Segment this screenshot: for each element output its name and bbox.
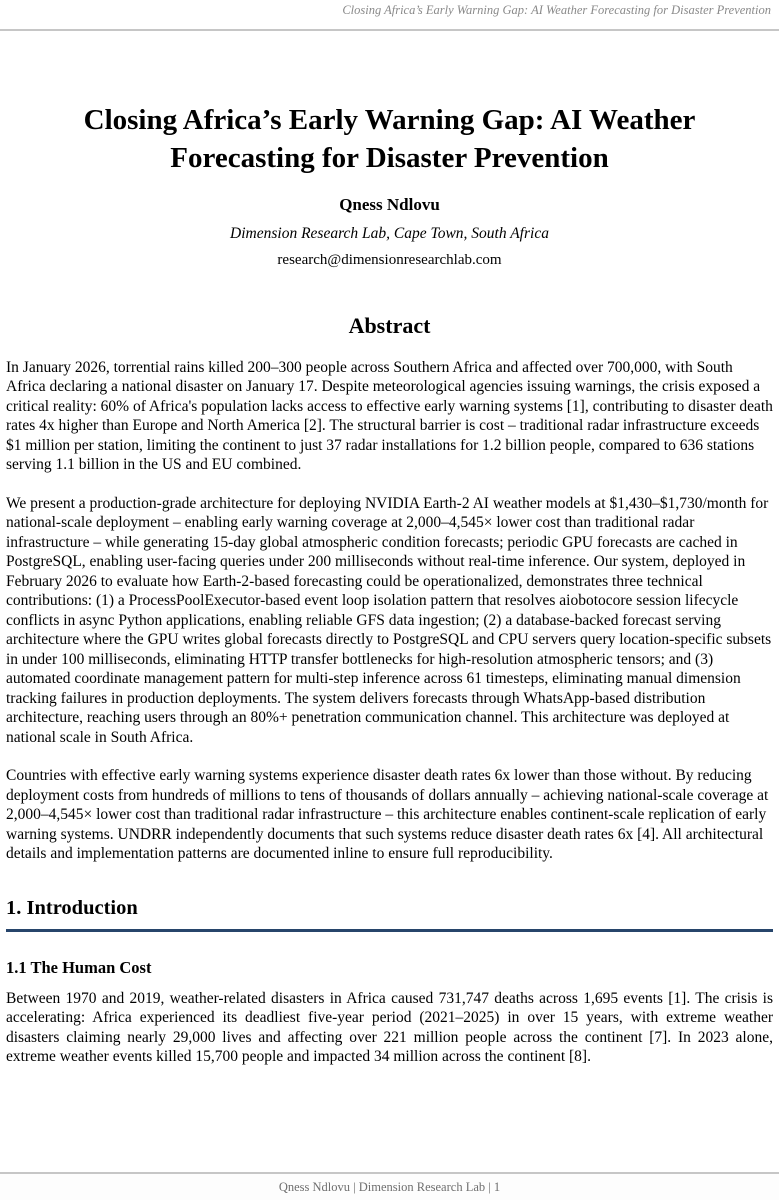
- paper-title: Closing Africa’s Early Warning Gap: AI Weather Forecasting for Disaster Prevention: [83, 104, 696, 175]
- section-heading-introduction: 1. Introduction: [6, 897, 773, 932]
- author-affiliation: Dimension Research Lab, Cape Town, South Africa: [230, 224, 549, 242]
- abstract-paragraph-1: In January 2026, torrential rains killed 200–300 people across Southern Africa and affected over 700,000, with South Africa declaring a national disaster on January 17. Despite meteorological agencies issuing warnings, the crisis exposed a critical reality: 60% of Africa's population lacks access to effective early warning systems [1], contributing to disaster death rates 4x higher than Europe and North America [2]. The structural barrier is cost – traditional radar infrastructure exceeds $1 million per station, limiting the continent to just 37 radar installations for 1.2 billion people, compared to 636 stations serving 1.1 billion in the US and EU combined.: [6, 358, 773, 474]
- introduction-paragraph-1: Between 1970 and 2019, weather-related disasters in Africa caused 731,747 deaths across 1,695 events [1]. The crisis is accelerating: Africa experienced its deadliest five-year period (2021–2025) in over 15 years, with extreme weather disasters claiming nearly 29,000 lives and affecting over 221 million people across the continent [7]. In 2023 alone, extreme weather events killed 15,700 people and impacted 34 million across the continent [8].: [6, 989, 773, 1066]
- abstract-heading: Abstract: [348, 312, 431, 338]
- running-header-title: Closing Africa’s Early Warning Gap: AI Weather Forecasting for Disaster Prevention: [0, 0, 779, 31]
- page-footer: Qness Ndlovu | Dimension Research Lab | 1: [0, 1172, 779, 1200]
- abstract-paragraph-2: We present a production-grade architecture for deploying NVIDIA Earth-2 AI weather models at $1,430–$1,730/month for national-scale deployment – enabling early warning coverage at 2,000–4,545× lower cost than traditional radar infrastructure – while generating 15-day global atmospheric condition forecasts; periodic GPU forecasts are cached in PostgreSQL, enabling user-facing queries under 200 milliseconds without real-time inference. Our system, deployed in February 2026 to evaluate how Earth-2-based forecasting could be operationalized, demonstrates three technical contributions: (1) a ProcessPoolExecutor-based event loop isolation pattern that resolves aiobotocore session lifecycle conflicts in async Python applications, enabling reliable GFS data ingestion; (2) a database-backed forecast serving architecture where the GPU writes global forecasts directly to PostgreSQL and CPU servers query location-specific subsets in under 100 milliseconds, eliminating HTTP transfer bottlenecks for high-resolution atmospheric tensors; and (3) automated coordinate management pattern for multi-step inference across 61 timesteps, eliminating manual dimension tracking failures in production deployments. The system delivers forecasts through WhatsApp-based distribution architecture, reaching users through an 80%+ penetration communication channel. This architecture was deployed at national scale in South Africa.: [6, 494, 772, 746]
- author-name: Qness Ndlovu: [339, 194, 440, 214]
- abstract-paragraph-3: Countries with effective early warning systems experience disaster death rates 6x lower than those without. By reducing deployment costs from hundreds of millions to tens of thousands of dollars annually – achieving national-scale coverage at 2,000–4,545× lower cost than traditional radar infrastructure – this architecture enables continent-scale replication of early warning systems. UNDRR independently documents that such systems reduce disaster death rates 6x [4]. All architectural details and implementation patterns are documented inline to ensure full reproducibility.: [6, 767, 769, 863]
- page-body: [0, 101, 779, 1067]
- author-email: research@dimensionresearchlab.com: [277, 251, 502, 268]
- subsection-heading-human-cost: 1.1 The Human Cost: [6, 957, 152, 977]
